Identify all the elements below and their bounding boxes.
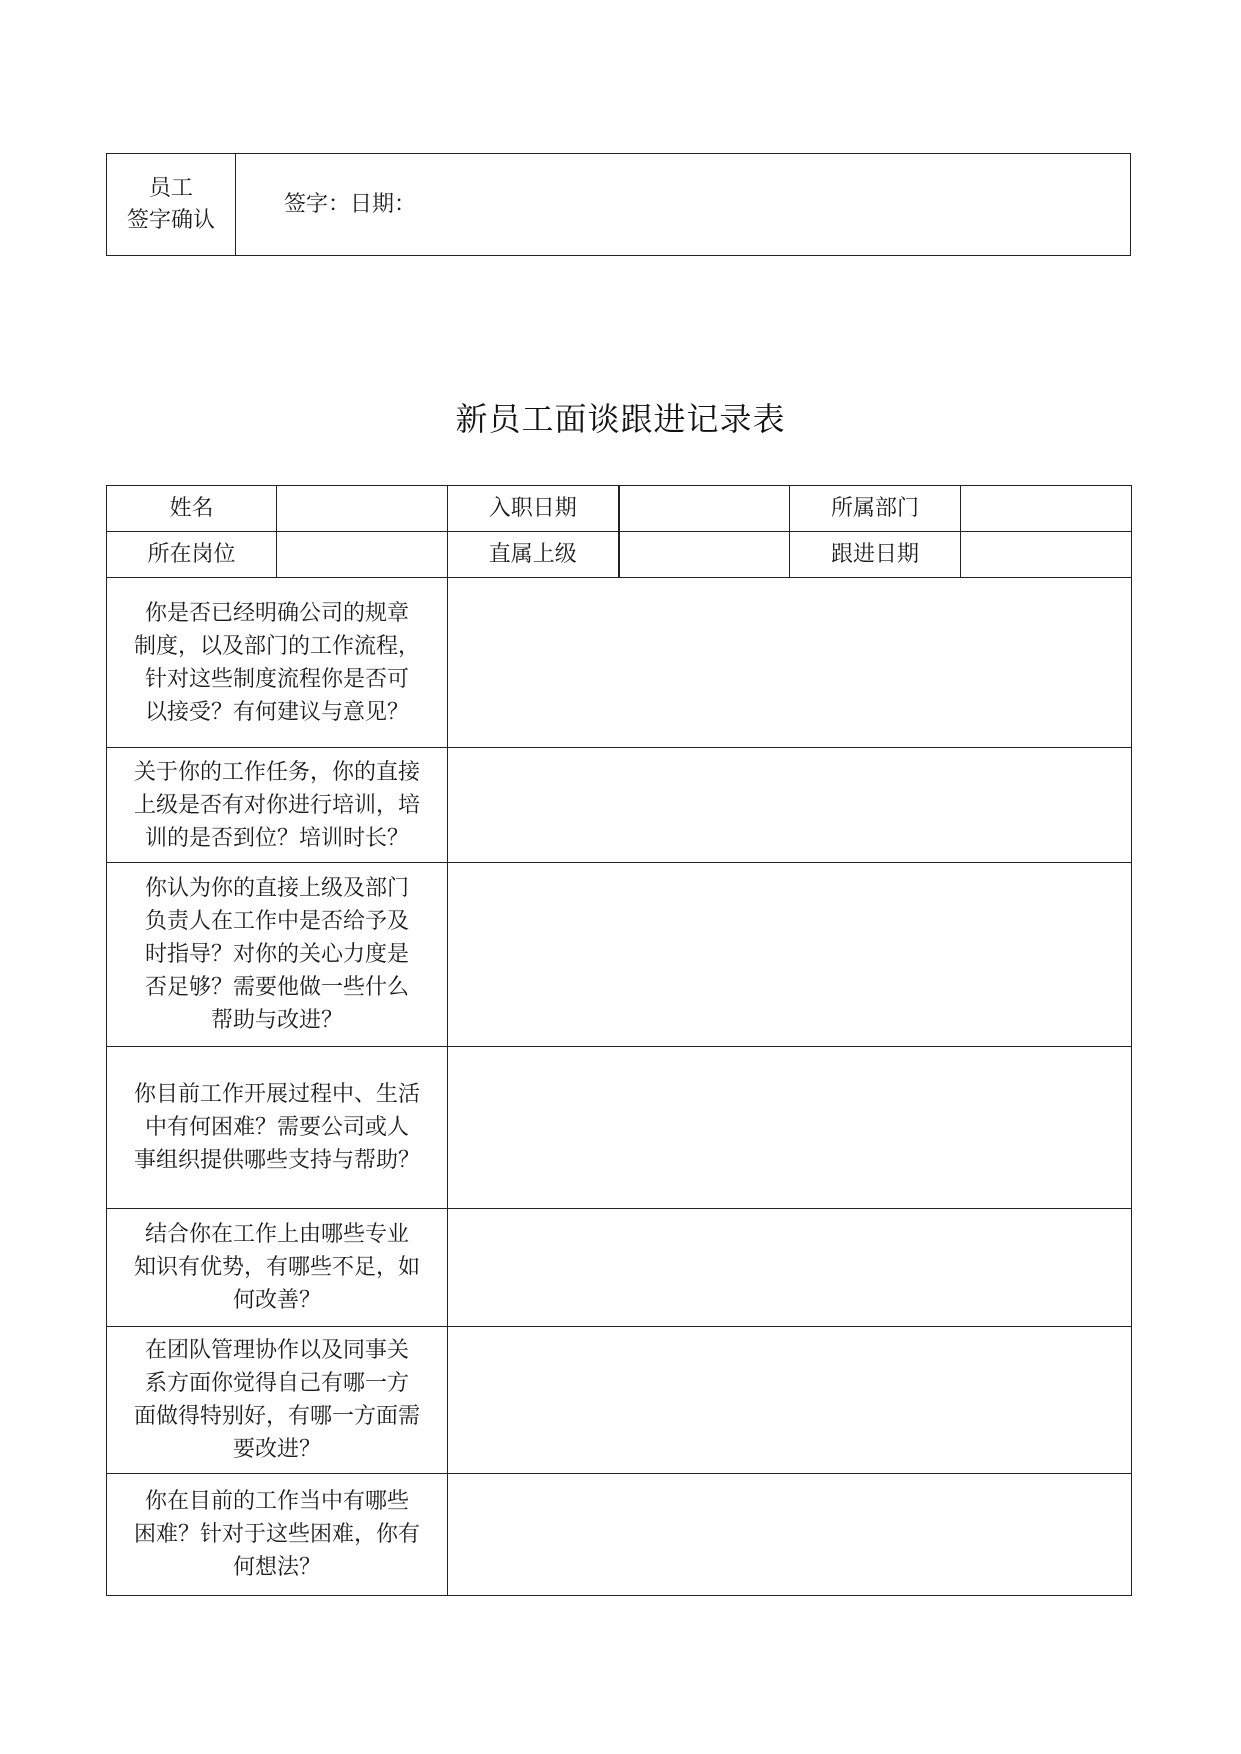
question-text xyxy=(107,1209,448,1327)
question-line: 结合你在工作上由哪些专业 xyxy=(144,1222,409,1247)
department-field[interactable] xyxy=(961,486,1132,532)
question-row xyxy=(107,578,1132,748)
question-text xyxy=(107,1474,448,1596)
question-row xyxy=(107,1327,1132,1474)
question-text xyxy=(107,863,448,1047)
question-text xyxy=(107,748,448,863)
answer-field[interactable] xyxy=(448,1209,1132,1327)
hire-date-label: 入职日期 xyxy=(448,486,619,532)
hire-date-field[interactable] xyxy=(619,486,790,532)
question-row xyxy=(107,748,1132,863)
question-line: 上级是否有对你进行培训，培 xyxy=(133,792,420,818)
question-line: 面做得特别好，有哪一方面需 xyxy=(133,1404,420,1429)
supervisor-label: 直属上级 xyxy=(448,532,619,578)
info-row xyxy=(107,486,1132,532)
answer-field[interactable] xyxy=(448,863,1132,1047)
page-title: 新员工面谈跟进记录表 xyxy=(455,400,786,438)
signature-row xyxy=(107,154,1131,256)
question-line: 要改进？ xyxy=(232,1437,321,1462)
name-label: 姓名 xyxy=(107,486,277,532)
question-line: 在团队管理协作以及同事关 xyxy=(144,1338,409,1363)
question-line: 制度，以及部门的工作流程， xyxy=(133,633,420,659)
supervisor-field[interactable] xyxy=(619,532,790,578)
question-line: 知识有优势，有哪些不足，如 xyxy=(133,1255,420,1280)
question-line: 你认为你的直接上级及部门 xyxy=(144,876,409,901)
follow-up-date-label: 跟进日期 xyxy=(790,532,961,578)
question-line: 困难？针对于这些困难，你有 xyxy=(133,1522,420,1547)
question-text xyxy=(107,1327,448,1474)
question-row xyxy=(107,863,1132,1047)
position-field[interactable] xyxy=(277,532,448,578)
name-field[interactable] xyxy=(277,486,448,532)
answer-field[interactable] xyxy=(448,578,1132,748)
question-line: 针对这些制度流程你是否可 xyxy=(144,666,409,692)
question-row xyxy=(107,1474,1132,1596)
signature-date-field[interactable] xyxy=(236,154,1131,256)
question-line: 关于你的工作任务，你的直接 xyxy=(133,759,420,785)
question-line: 负责人在工作中是否给予及 xyxy=(144,909,409,934)
question-line: 事组织提供哪些支持与帮助？ xyxy=(133,1148,420,1173)
department-label: 所属部门 xyxy=(790,486,961,532)
question-line: 何改善？ xyxy=(232,1288,321,1313)
interview-record-table xyxy=(106,485,1132,1596)
question-line: 何想法？ xyxy=(232,1555,321,1580)
answer-field[interactable] xyxy=(448,1474,1132,1596)
question-line: 时指导？对你的关心力度是 xyxy=(144,942,409,967)
question-text xyxy=(107,578,448,748)
question-line: 你是否已经明确公司的规章 xyxy=(144,600,409,626)
question-line: 你目前工作开展过程中、生活 xyxy=(133,1082,420,1107)
question-line: 以接受？有何建议与意见？ xyxy=(144,699,409,725)
question-line: 系方面你觉得自己有哪一方 xyxy=(144,1371,409,1396)
answer-field[interactable] xyxy=(448,1047,1132,1209)
question-line: 训的是否到位？培训时长？ xyxy=(144,825,409,851)
answer-field[interactable] xyxy=(448,1327,1132,1474)
question-row xyxy=(107,1209,1132,1327)
signature-date-text: 签字：日期： xyxy=(284,191,417,217)
follow-up-date-field[interactable] xyxy=(961,532,1132,578)
signature-label-cell xyxy=(107,154,236,256)
question-line: 帮助与改进？ xyxy=(210,1008,343,1033)
answer-field[interactable] xyxy=(448,748,1132,863)
position-label: 所在岗位 xyxy=(107,532,277,578)
info-row xyxy=(107,532,1132,578)
employee-signature-table xyxy=(106,153,1131,256)
question-text xyxy=(107,1047,448,1209)
question-line: 否足够？需要他做一些什么 xyxy=(144,975,409,1000)
question-line: 你在目前的工作当中有哪些 xyxy=(144,1489,409,1514)
signature-label-line-1: 员工 xyxy=(148,175,193,201)
signature-label-line-2: 签字确认 xyxy=(126,207,215,233)
question-line: 中有何困难？需要公司或人 xyxy=(144,1115,409,1140)
question-row xyxy=(107,1047,1132,1209)
